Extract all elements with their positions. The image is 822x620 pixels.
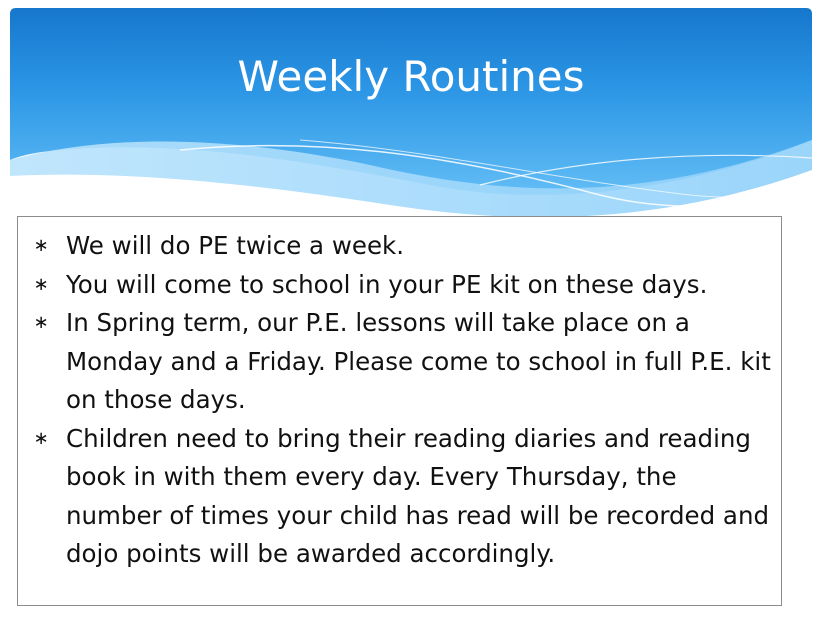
content-text-box xyxy=(17,216,782,606)
bullet-asterisk-icon: ∗ xyxy=(33,312,49,333)
header-wave-background xyxy=(0,0,822,230)
bullet-text: In Spring term, our P.E. lessons will take place on a Monday and a Friday. Please come to school in full P.E. kit on those days. xyxy=(66,308,771,414)
bullet-item xyxy=(18,304,781,420)
bullet-item xyxy=(18,266,781,305)
bullet-text: Children need to bring their reading diaries and reading book in with them every day. Every Thursday, the number of times your child has read will be recorded and dojo points will be awarded accordingly. xyxy=(66,423,770,568)
bullet-asterisk-icon: ∗ xyxy=(33,427,49,449)
bullet-item xyxy=(18,420,781,574)
slide-title: Weekly Routines xyxy=(237,52,585,101)
bullet-list xyxy=(18,217,781,574)
bullet-item xyxy=(18,227,781,266)
bullet-text: We will do PE twice a week. xyxy=(66,231,405,260)
bullet-text: You will come to school in your PE kit on these days. xyxy=(66,269,708,299)
bullet-asterisk-icon: ∗ xyxy=(33,235,49,256)
bullet-asterisk-icon: ∗ xyxy=(33,273,49,295)
